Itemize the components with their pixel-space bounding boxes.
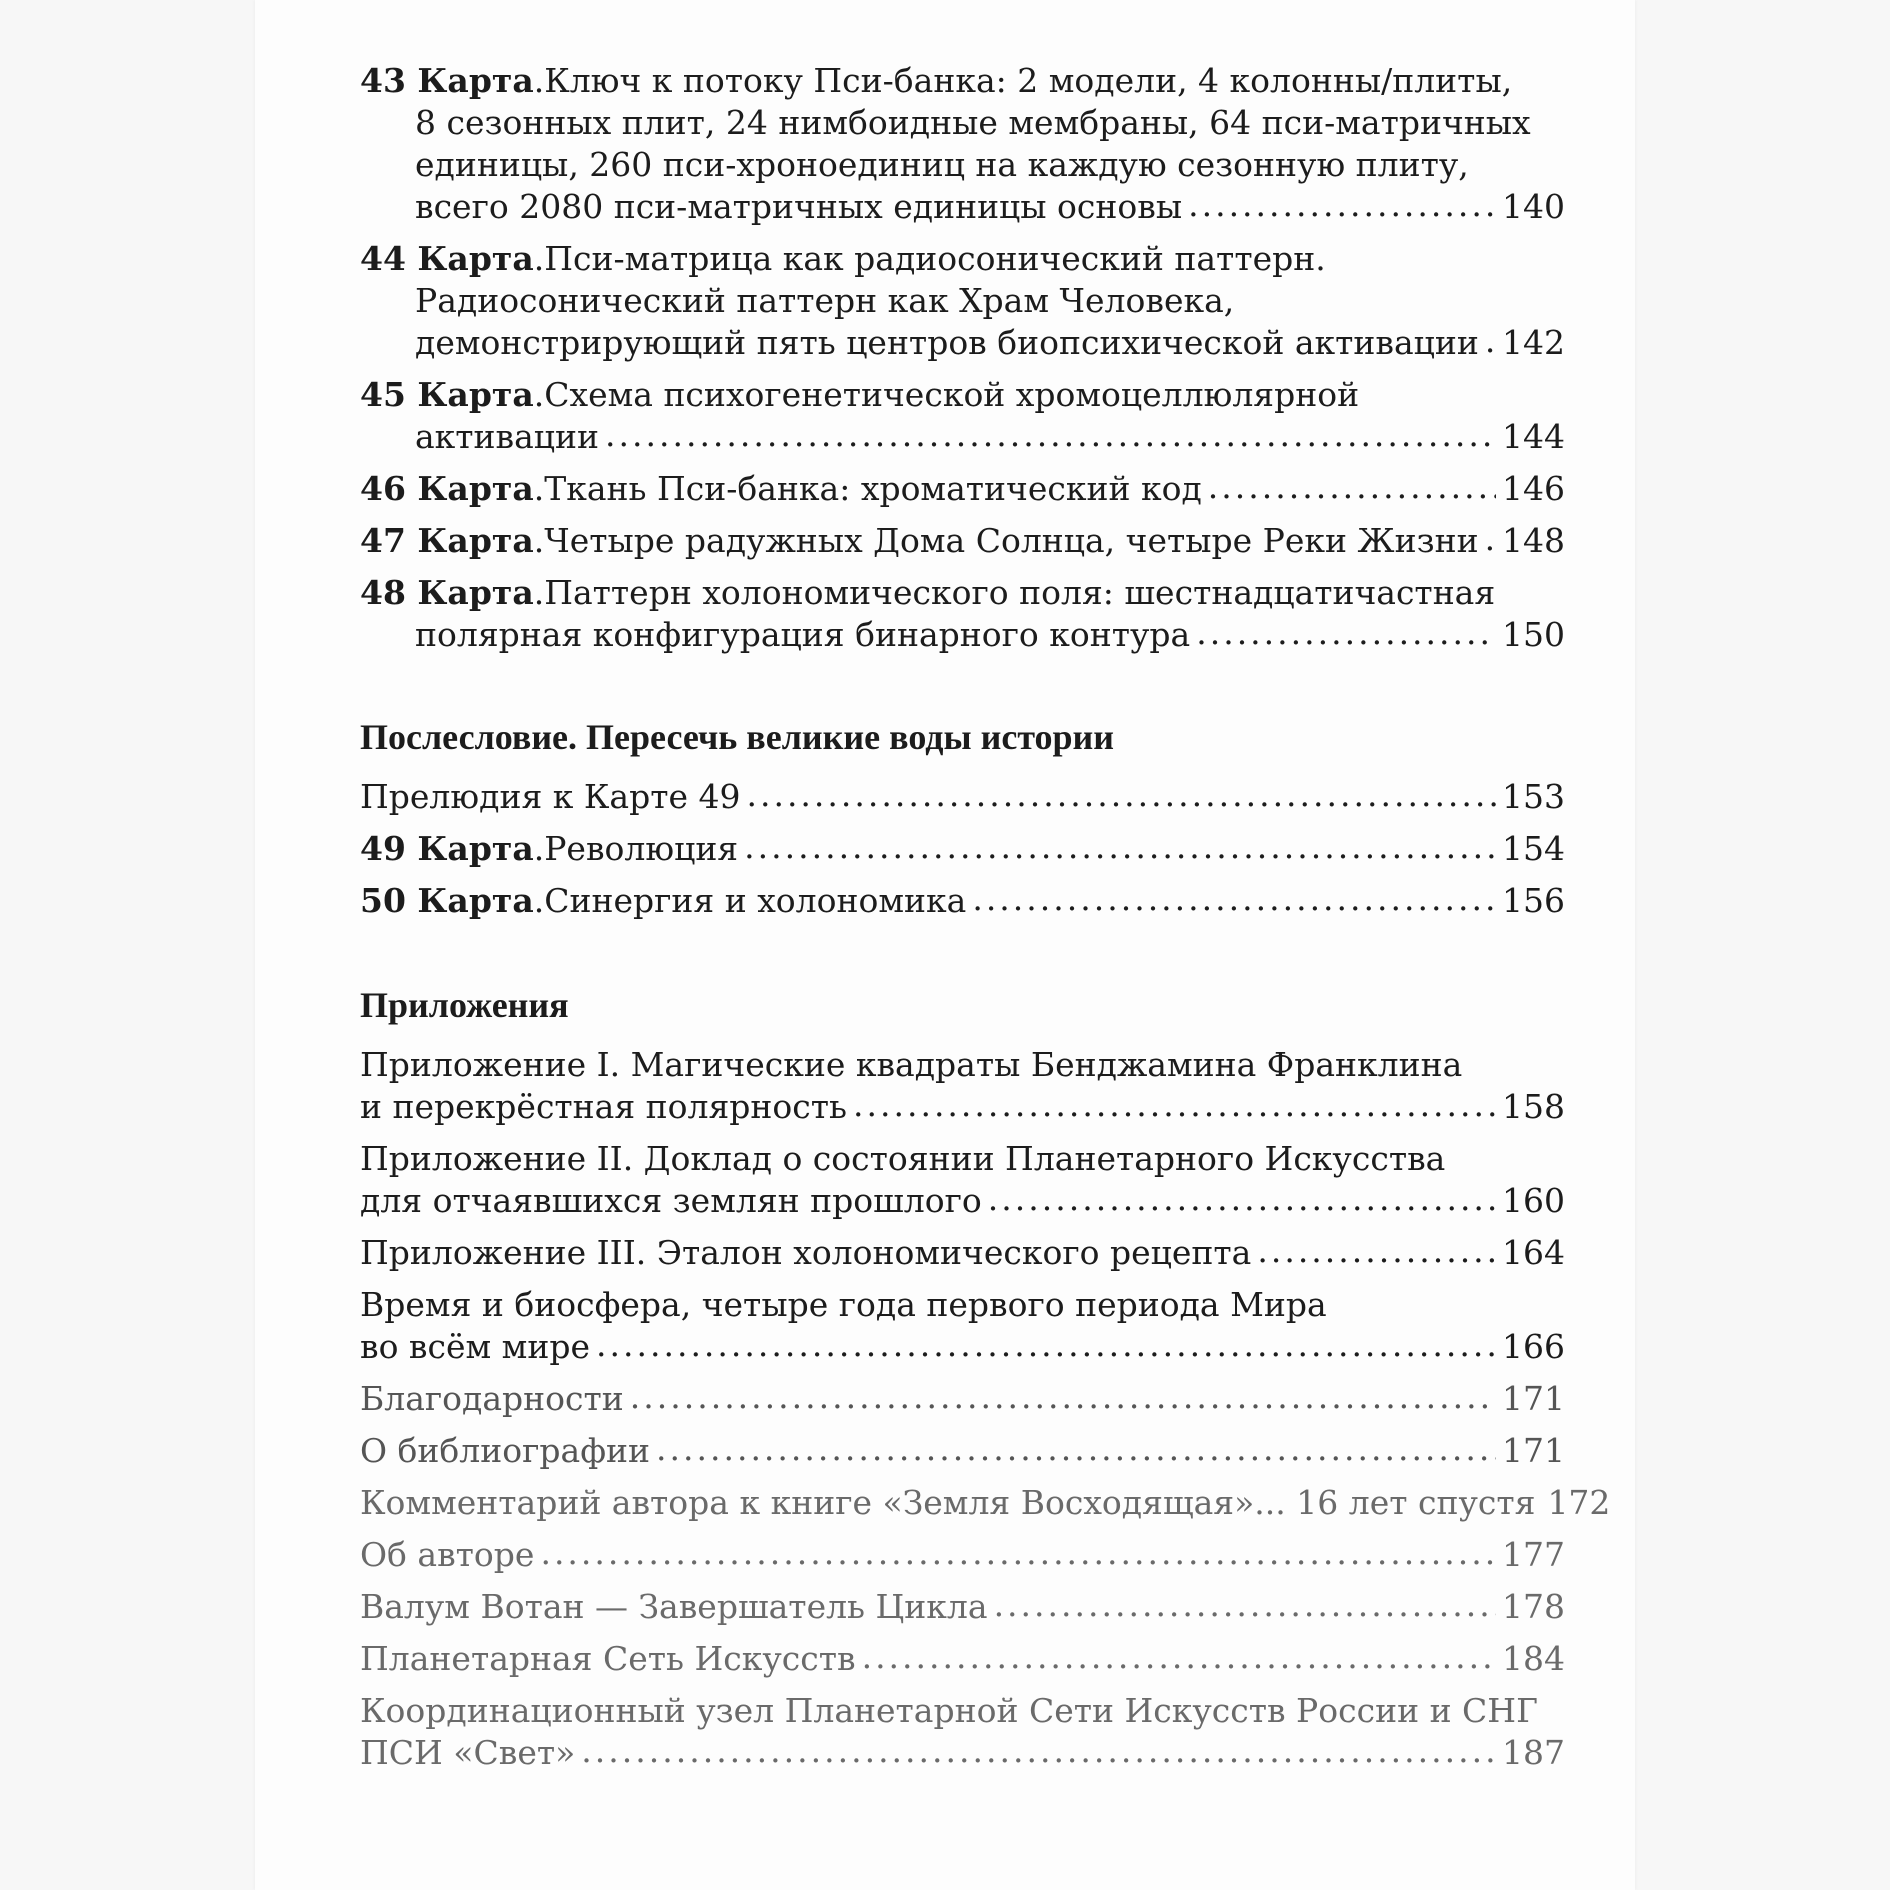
map-number: 44 Карта [360, 239, 534, 278]
page-number: 158 [1502, 1087, 1565, 1126]
page-number: 142 [1502, 323, 1565, 362]
toc-entry[interactable] [360, 238, 1565, 364]
dot-leader [994, 1584, 1496, 1626]
page-number: 144 [1502, 417, 1565, 456]
toc-entry-text: демонстрирующий пять центров биопсихической активации [415, 323, 1479, 362]
toc-entry-line [360, 144, 1565, 186]
dot-leader [746, 774, 1496, 816]
dot-leader [862, 1636, 1496, 1678]
toc-entry-line [360, 1482, 1611, 1524]
toc-entry-text: Приложение II. Доклад о состоянии Планетарного Искусства [360, 1139, 1446, 1178]
dot-leader [988, 1178, 1496, 1220]
toc-entry-text: активации [415, 417, 600, 456]
toc-entry[interactable] [360, 1232, 1565, 1274]
page-number: 148 [1502, 521, 1565, 560]
dot-leader [630, 1376, 1496, 1418]
dot-leader [605, 414, 1496, 456]
toc-entry-line [360, 468, 1565, 510]
toc-entry-line [360, 1430, 1565, 1472]
toc-entry-text: Радиосонический паттерн как Храм Человека, [415, 281, 1235, 320]
separator-dot: . [533, 61, 545, 100]
toc-entry-line [360, 60, 1565, 102]
toc-entry-text: Валум Вотан — Завершатель Цикла [360, 1587, 988, 1626]
dot-leader [540, 1532, 1496, 1574]
toc-entry-line [360, 416, 1565, 458]
separator-dot: . [533, 829, 545, 868]
page-number: 146 [1502, 469, 1565, 508]
toc-entry[interactable] [360, 776, 1565, 818]
toc-entry[interactable] [360, 1044, 1565, 1128]
dot-leader [1188, 184, 1496, 226]
separator-dot: . [533, 573, 545, 612]
toc-entry-line [360, 102, 1565, 144]
toc-entry[interactable] [360, 1284, 1565, 1368]
page-number: 153 [1502, 777, 1565, 816]
page-number: 164 [1502, 1233, 1565, 1272]
toc-entry-text: Синергия и холономика [544, 881, 967, 920]
map-number: 46 Карта [360, 469, 534, 508]
toc-entry-line [360, 280, 1565, 322]
toc-entry-text: во всём мире [360, 1327, 591, 1366]
dot-leader [596, 1324, 1496, 1366]
toc-entry[interactable] [360, 60, 1565, 228]
toc-entry[interactable] [360, 1690, 1565, 1774]
toc-entry-text: Координационный узел Планетарной Сети Искусств России и СНГ [360, 1691, 1538, 1730]
dot-leader [744, 826, 1496, 868]
toc-entry-text: Схема психогенетической хромоцеллюлярной [544, 375, 1360, 414]
toc-entry[interactable] [360, 828, 1565, 870]
toc-entry-line [360, 374, 1565, 416]
toc-entry-text: Ключ к потоку Пси-банка: 2 модели, 4 колонны/плиты, [544, 61, 1513, 100]
toc-entry-line [360, 1378, 1565, 1420]
toc-entry-text: Паттерн холономического поля: шестнадцатичастная [544, 573, 1496, 612]
page-number: 187 [1502, 1733, 1565, 1772]
separator-dot: . [533, 521, 545, 560]
toc-entry-text: 8 сезонных плит, 24 нимбоидные мембраны, 64 пси-матричных [415, 103, 1531, 142]
toc-entry-text: Об авторе [360, 1535, 535, 1574]
dot-leader [1485, 320, 1496, 362]
dot-leader [853, 1084, 1496, 1126]
dot-leader [1257, 1230, 1496, 1272]
toc-entry[interactable] [360, 1586, 1565, 1628]
map-number: 50 Карта [360, 881, 534, 920]
toc-entry[interactable] [360, 1378, 1565, 1420]
toc-entry[interactable] [360, 468, 1565, 510]
toc-entry-line [360, 1586, 1565, 1628]
map-number: 49 Карта [360, 829, 534, 868]
toc-entry[interactable] [360, 520, 1565, 562]
dot-leader [1485, 518, 1496, 560]
table-of-contents [360, 60, 1611, 1784]
toc-entry[interactable] [360, 374, 1565, 458]
toc-entry-text: Благодарности [360, 1379, 624, 1418]
dot-leader [656, 1428, 1496, 1470]
toc-entry-line [360, 238, 1565, 280]
dot-leader [972, 878, 1496, 920]
toc-entry-line [360, 1044, 1565, 1086]
toc-entry-line [360, 520, 1565, 562]
separator-dot: . [533, 469, 545, 508]
toc-entry-line [360, 1138, 1565, 1180]
toc-entry-text: Пси-матрица как радиосонический паттерн. [544, 239, 1326, 278]
dot-leader [581, 1730, 1496, 1772]
toc-entry[interactable] [360, 1638, 1565, 1680]
toc-entry[interactable] [360, 1138, 1565, 1222]
page-number: 160 [1502, 1181, 1565, 1220]
separator-dot: . [533, 375, 545, 414]
page-number: 177 [1502, 1535, 1565, 1574]
page-number: 140 [1502, 187, 1565, 226]
toc-entry-text: для отчаявшихся землян прошлого [360, 1181, 982, 1220]
page-number: 166 [1502, 1327, 1565, 1366]
toc-entry[interactable] [360, 1430, 1565, 1472]
toc-entry-text: Прелюдия к Карте 49 [360, 777, 741, 816]
toc-entry-line [360, 1534, 1565, 1576]
toc-entry-line [360, 1284, 1565, 1326]
dot-leader [1208, 466, 1496, 508]
toc-entry[interactable] [360, 1534, 1565, 1576]
toc-entry[interactable] [360, 1482, 1611, 1524]
toc-entry-text: Время и биосфера, четыре года первого периода Мира [360, 1285, 1327, 1324]
toc-entry-text: Ткань Пси-банка: хроматический код [544, 469, 1202, 508]
page-number: 171 [1502, 1431, 1565, 1470]
page-number: 154 [1502, 829, 1565, 868]
separator-dot: . [533, 881, 545, 920]
page-number: 184 [1502, 1639, 1565, 1678]
page-number: 171 [1502, 1379, 1565, 1418]
page-number: 150 [1502, 615, 1565, 654]
section-heading-afterword: Послесловие. Пересечь великие воды истории [360, 717, 1115, 757]
toc-entry[interactable] [360, 572, 1565, 656]
map-number: 47 Карта [360, 521, 534, 560]
toc-entry-text: Приложение I. Магические квадраты Бенджамина Франклина [360, 1045, 1463, 1084]
toc-entry-line [360, 572, 1565, 614]
book-page [255, 0, 1635, 1890]
toc-entry-line [360, 776, 1565, 818]
map-number: 43 Карта [360, 61, 534, 100]
toc-entry[interactable] [360, 880, 1565, 922]
toc-entry-text: полярная конфигурация бинарного контура [415, 615, 1191, 654]
toc-entry-text: всего 2080 пси-матричных единицы основы [415, 187, 1183, 226]
dot-leader [1196, 612, 1496, 654]
toc-entry-line [360, 186, 1565, 228]
toc-entry-line [360, 828, 1565, 870]
toc-entry-text: Четыре радужных Дома Солнца, четыре Реки Жизни [544, 521, 1479, 560]
section-heading-appendices: Приложения [360, 985, 569, 1025]
toc-entry-line [360, 1180, 1565, 1222]
page-number: 172 [1547, 1483, 1611, 1522]
toc-entry-text: ПСИ «Свет» [360, 1733, 576, 1772]
toc-entry-text: Планетарная Сеть Искусств [360, 1639, 856, 1678]
toc-entry-line [360, 1732, 1565, 1774]
toc-entry-line [360, 1690, 1565, 1732]
toc-entry-text: Революция [544, 829, 739, 868]
toc-entry-line [360, 322, 1565, 364]
separator-dot: . [533, 239, 545, 278]
toc-entry-line [360, 1326, 1565, 1368]
toc-entry-line [360, 1232, 1565, 1274]
toc-entry-line [360, 1638, 1565, 1680]
toc-entry-line [360, 614, 1565, 656]
toc-entry-text: О библиографии [360, 1431, 651, 1470]
map-number: 48 Карта [360, 573, 534, 612]
page-number: 156 [1502, 881, 1565, 920]
toc-entry-text: Комментарий автора к книге «Земля Восходящая»... 16 лет спустя [360, 1483, 1536, 1522]
toc-entry-line [360, 880, 1565, 922]
page-number: 178 [1502, 1587, 1565, 1626]
toc-entry-text: и перекрёстная полярность [360, 1087, 847, 1126]
toc-entry-text: единицы, 260 пси-хроноединиц на каждую сезонную плиту, [415, 145, 1469, 184]
toc-entry-text: Приложение III. Эталон холономического рецепта [360, 1233, 1252, 1272]
toc-entry-line [360, 1086, 1565, 1128]
map-number: 45 Карта [360, 375, 534, 414]
